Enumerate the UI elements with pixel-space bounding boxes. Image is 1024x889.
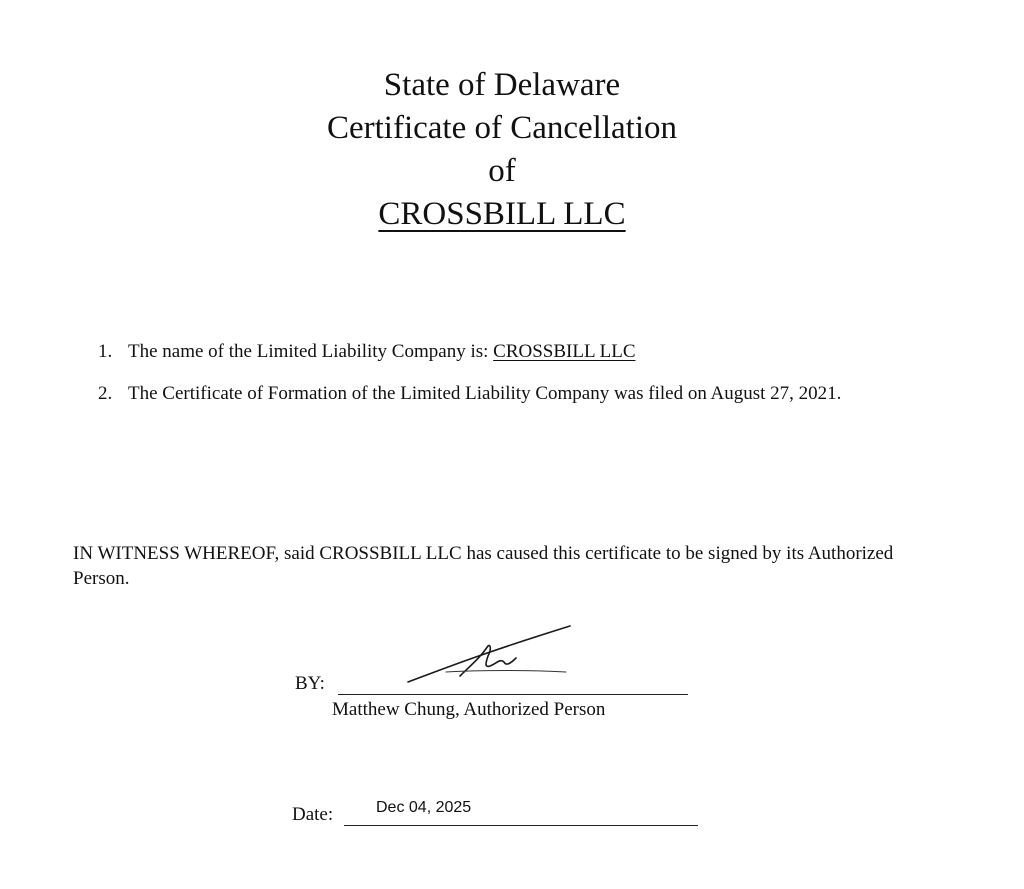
- item-number: 2.: [98, 383, 113, 404]
- by-label: BY:: [295, 673, 325, 694]
- date-label: Date:: [292, 804, 334, 825]
- list-item: [98, 382, 928, 406]
- item-text: The Certificate of Formation of the Limited Liability Company was filed on August 27, 2021.: [128, 383, 842, 404]
- date-value: Dec 04, 2025: [376, 799, 472, 816]
- company-name-value: CROSSBILL LLC: [493, 341, 636, 362]
- item-number: 1.: [98, 341, 113, 362]
- handwritten-signature: [400, 618, 580, 688]
- title-company-name: CROSSBILL LLC: [378, 196, 626, 232]
- date-line: [344, 825, 698, 826]
- title-state: State of Delaware: [383, 67, 621, 103]
- title-of: of: [488, 153, 516, 189]
- witness-clause: IN WITNESS WHEREOF, said CROSSBILL LLC has caused this certificate to be signed by its Authorized Person.: [73, 543, 894, 589]
- certificate-items: [98, 340, 928, 406]
- title-document-type: Certificate of Cancellation: [326, 110, 677, 146]
- item-text: The name of the Limited Liability Company is:: [128, 341, 494, 362]
- certificate-title: [0, 64, 1004, 236]
- signer-name: Matthew Chung, Authorized Person: [332, 699, 606, 720]
- list-item: [98, 340, 928, 364]
- signature-line: [338, 694, 688, 695]
